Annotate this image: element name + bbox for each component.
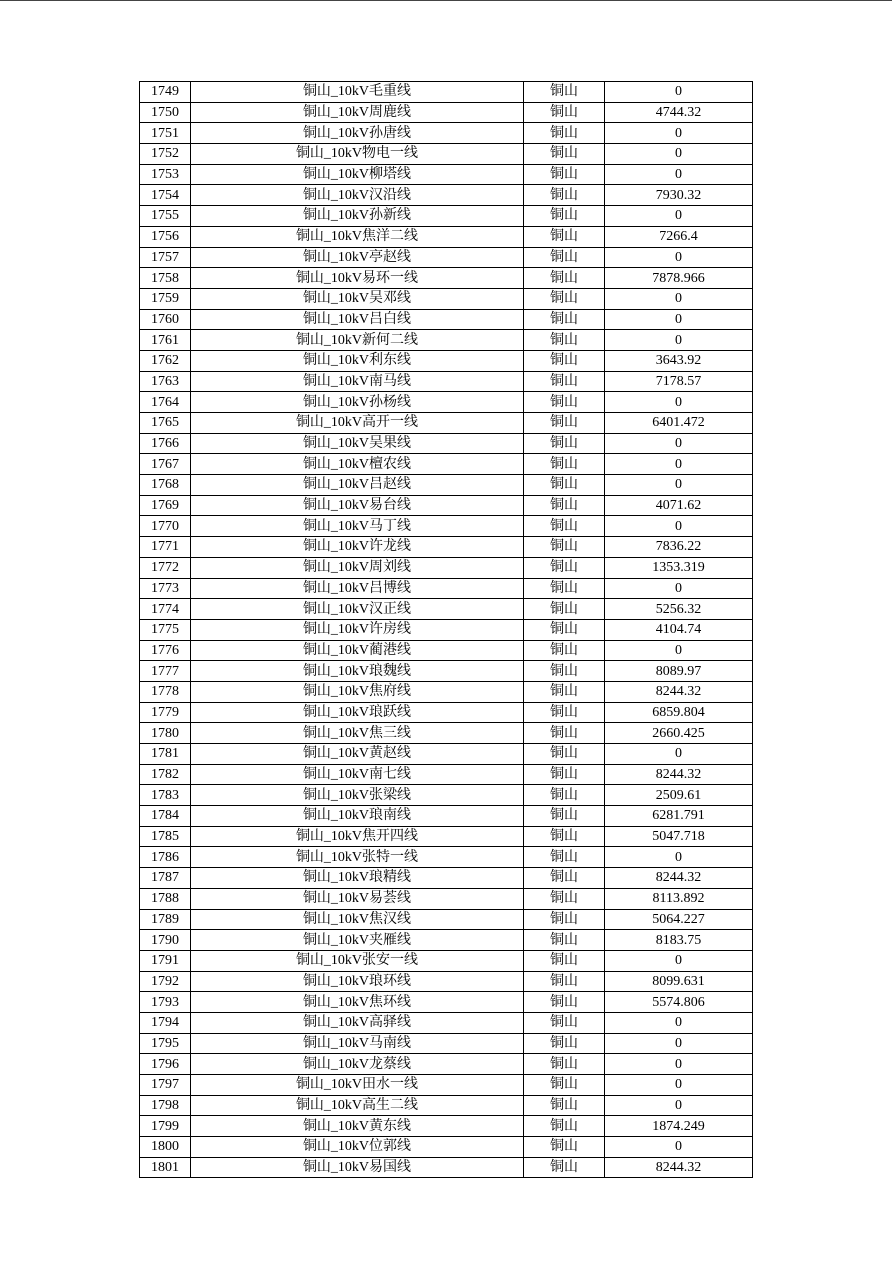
line-name-cell: 铜山_10kV焦环线	[191, 992, 524, 1013]
region-cell: 铜山	[524, 1075, 605, 1096]
row-id-cell: 1756	[140, 226, 191, 247]
value-cell: 6401.472	[605, 413, 753, 434]
region-cell: 铜山	[524, 1157, 605, 1178]
row-id-cell: 1783	[140, 785, 191, 806]
line-name-cell: 铜山_10kV南马线	[191, 371, 524, 392]
table-row	[140, 744, 753, 765]
region-cell: 铜山	[524, 537, 605, 558]
value-cell: 0	[605, 392, 753, 413]
value-cell: 7178.57	[605, 371, 753, 392]
table-row	[140, 413, 753, 434]
table-row	[140, 785, 753, 806]
line-name-cell: 铜山_10kV汉沿线	[191, 185, 524, 206]
table-row	[140, 330, 753, 351]
line-name-cell: 铜山_10kV琅南线	[191, 806, 524, 827]
region-cell: 铜山	[524, 619, 605, 640]
row-id-cell: 1764	[140, 392, 191, 413]
row-id-cell: 1789	[140, 909, 191, 930]
row-id-cell: 1749	[140, 82, 191, 103]
table-body	[140, 82, 753, 1178]
line-name-cell: 铜山_10kV焦三线	[191, 723, 524, 744]
row-id-cell: 1754	[140, 185, 191, 206]
row-id-cell: 1779	[140, 702, 191, 723]
line-name-cell: 铜山_10kV张安一线	[191, 950, 524, 971]
table-row	[140, 992, 753, 1013]
line-name-cell: 铜山_10kV孙杨线	[191, 392, 524, 413]
table-row	[140, 723, 753, 744]
value-cell: 8089.97	[605, 661, 753, 682]
table-row	[140, 1116, 753, 1137]
value-cell: 6859.804	[605, 702, 753, 723]
value-cell: 8099.631	[605, 971, 753, 992]
region-cell: 铜山	[524, 681, 605, 702]
region-cell: 铜山	[524, 454, 605, 475]
value-cell: 0	[605, 950, 753, 971]
value-cell: 0	[605, 1137, 753, 1158]
region-cell: 铜山	[524, 868, 605, 889]
line-name-cell: 铜山_10kV易台线	[191, 495, 524, 516]
region-cell: 铜山	[524, 330, 605, 351]
line-name-cell: 铜山_10kV利东线	[191, 350, 524, 371]
table-row	[140, 433, 753, 454]
row-id-cell: 1778	[140, 681, 191, 702]
row-id-cell: 1792	[140, 971, 191, 992]
line-name-cell: 铜山_10kV物电一线	[191, 144, 524, 165]
region-cell: 铜山	[524, 640, 605, 661]
line-name-cell: 铜山_10kV黄东线	[191, 1116, 524, 1137]
table-row	[140, 288, 753, 309]
table-row	[140, 226, 753, 247]
region-cell: 铜山	[524, 764, 605, 785]
value-cell: 0	[605, 1033, 753, 1054]
row-id-cell: 1777	[140, 661, 191, 682]
line-name-cell: 铜山_10kV位郭线	[191, 1137, 524, 1158]
line-name-cell: 铜山_10kV南七线	[191, 764, 524, 785]
table-row	[140, 206, 753, 227]
line-name-cell: 铜山_10kV龙蔡线	[191, 1054, 524, 1075]
row-id-cell: 1801	[140, 1157, 191, 1178]
table-row	[140, 392, 753, 413]
value-cell: 4104.74	[605, 619, 753, 640]
line-name-cell: 铜山_10kV马南线	[191, 1033, 524, 1054]
line-name-cell: 铜山_10kV孙唐线	[191, 123, 524, 144]
region-cell: 铜山	[524, 599, 605, 620]
value-cell: 6281.791	[605, 806, 753, 827]
value-cell: 7266.4	[605, 226, 753, 247]
table-row	[140, 971, 753, 992]
table-row	[140, 640, 753, 661]
row-id-cell: 1751	[140, 123, 191, 144]
region-cell: 铜山	[524, 950, 605, 971]
table-row	[140, 268, 753, 289]
table-row	[140, 578, 753, 599]
value-cell: 0	[605, 123, 753, 144]
line-name-cell: 铜山_10kV焦洋二线	[191, 226, 524, 247]
value-cell: 0	[605, 309, 753, 330]
region-cell: 铜山	[524, 144, 605, 165]
row-id-cell: 1796	[140, 1054, 191, 1075]
row-id-cell: 1780	[140, 723, 191, 744]
line-name-cell: 铜山_10kV琅魏线	[191, 661, 524, 682]
region-cell: 铜山	[524, 123, 605, 144]
line-name-cell: 铜山_10kV黄赵线	[191, 744, 524, 765]
table-row	[140, 247, 753, 268]
region-cell: 铜山	[524, 1116, 605, 1137]
row-id-cell: 1784	[140, 806, 191, 827]
table-row	[140, 909, 753, 930]
value-cell: 3643.92	[605, 350, 753, 371]
row-id-cell: 1760	[140, 309, 191, 330]
row-id-cell: 1761	[140, 330, 191, 351]
region-cell: 铜山	[524, 288, 605, 309]
line-name-cell: 铜山_10kV焦开四线	[191, 826, 524, 847]
value-cell: 0	[605, 640, 753, 661]
region-cell: 铜山	[524, 475, 605, 496]
value-cell: 0	[605, 475, 753, 496]
line-name-cell: 铜山_10kV汉正线	[191, 599, 524, 620]
line-name-cell: 铜山_10kV许房线	[191, 619, 524, 640]
region-cell: 铜山	[524, 82, 605, 103]
table-row	[140, 868, 753, 889]
row-id-cell: 1759	[140, 288, 191, 309]
table-row	[140, 888, 753, 909]
region-cell: 铜山	[524, 971, 605, 992]
line-name-cell: 铜山_10kV张梁线	[191, 785, 524, 806]
line-name-cell: 铜山_10kV易环一线	[191, 268, 524, 289]
value-cell: 0	[605, 1095, 753, 1116]
table-row	[140, 516, 753, 537]
value-cell: 8244.32	[605, 681, 753, 702]
line-name-cell: 铜山_10kV檀农线	[191, 454, 524, 475]
line-name-cell: 铜山_10kV周刘线	[191, 557, 524, 578]
row-id-cell: 1782	[140, 764, 191, 785]
line-name-cell: 铜山_10kV吕白线	[191, 309, 524, 330]
region-cell: 铜山	[524, 702, 605, 723]
row-id-cell: 1772	[140, 557, 191, 578]
line-name-cell: 铜山_10kV高生二线	[191, 1095, 524, 1116]
region-cell: 铜山	[524, 1012, 605, 1033]
table-row	[140, 1157, 753, 1178]
data-table	[139, 81, 753, 1178]
line-name-cell: 铜山_10kV吴邓线	[191, 288, 524, 309]
table-row	[140, 1095, 753, 1116]
line-name-cell: 铜山_10kV易荟线	[191, 888, 524, 909]
row-id-cell: 1765	[140, 413, 191, 434]
line-name-cell: 铜山_10kV马丁线	[191, 516, 524, 537]
region-cell: 铜山	[524, 247, 605, 268]
line-name-cell: 铜山_10kV高开一线	[191, 413, 524, 434]
value-cell: 0	[605, 330, 753, 351]
row-id-cell: 1757	[140, 247, 191, 268]
row-id-cell: 1800	[140, 1137, 191, 1158]
value-cell: 5047.718	[605, 826, 753, 847]
value-cell: 4744.32	[605, 102, 753, 123]
table-row	[140, 371, 753, 392]
value-cell: 0	[605, 847, 753, 868]
value-cell: 0	[605, 433, 753, 454]
table-row	[140, 847, 753, 868]
row-id-cell: 1797	[140, 1075, 191, 1096]
table-row	[140, 82, 753, 103]
value-cell: 0	[605, 1054, 753, 1075]
line-name-cell: 铜山_10kV夹雁线	[191, 930, 524, 951]
region-cell: 铜山	[524, 661, 605, 682]
region-cell: 铜山	[524, 723, 605, 744]
region-cell: 铜山	[524, 206, 605, 227]
row-id-cell: 1799	[140, 1116, 191, 1137]
value-cell: 0	[605, 144, 753, 165]
value-cell: 1353.319	[605, 557, 753, 578]
line-name-cell: 铜山_10kV田水一线	[191, 1075, 524, 1096]
value-cell: 0	[605, 164, 753, 185]
row-id-cell: 1794	[140, 1012, 191, 1033]
table-row	[140, 1075, 753, 1096]
table-row	[140, 123, 753, 144]
row-id-cell: 1767	[140, 454, 191, 475]
value-cell: 8244.32	[605, 764, 753, 785]
row-id-cell: 1781	[140, 744, 191, 765]
table-row	[140, 1054, 753, 1075]
row-id-cell: 1775	[140, 619, 191, 640]
value-cell: 8183.75	[605, 930, 753, 951]
value-cell: 0	[605, 578, 753, 599]
row-id-cell: 1750	[140, 102, 191, 123]
row-id-cell: 1769	[140, 495, 191, 516]
table-row	[140, 557, 753, 578]
table-row	[140, 930, 753, 951]
region-cell: 铜山	[524, 309, 605, 330]
region-cell: 铜山	[524, 909, 605, 930]
table-row	[140, 102, 753, 123]
line-name-cell: 铜山_10kV蔺港线	[191, 640, 524, 661]
line-name-cell: 铜山_10kV毛重线	[191, 82, 524, 103]
value-cell: 7878.966	[605, 268, 753, 289]
row-id-cell: 1773	[140, 578, 191, 599]
row-id-cell: 1790	[140, 930, 191, 951]
value-cell: 0	[605, 516, 753, 537]
line-name-cell: 铜山_10kV焦府线	[191, 681, 524, 702]
region-cell: 铜山	[524, 164, 605, 185]
region-cell: 铜山	[524, 1095, 605, 1116]
line-name-cell: 铜山_10kV琅精线	[191, 868, 524, 889]
region-cell: 铜山	[524, 888, 605, 909]
value-cell: 0	[605, 206, 753, 227]
line-name-cell: 铜山_10kV许龙线	[191, 537, 524, 558]
table-row	[140, 1137, 753, 1158]
value-cell: 7836.22	[605, 537, 753, 558]
line-name-cell: 铜山_10kV琅环线	[191, 971, 524, 992]
row-id-cell: 1762	[140, 350, 191, 371]
region-cell: 铜山	[524, 371, 605, 392]
line-name-cell: 铜山_10kV琅跃线	[191, 702, 524, 723]
region-cell: 铜山	[524, 350, 605, 371]
row-id-cell: 1776	[140, 640, 191, 661]
value-cell: 4071.62	[605, 495, 753, 516]
page-top-border	[0, 0, 892, 1]
region-cell: 铜山	[524, 516, 605, 537]
row-id-cell: 1758	[140, 268, 191, 289]
region-cell: 铜山	[524, 185, 605, 206]
row-id-cell: 1768	[140, 475, 191, 496]
line-name-cell: 铜山_10kV孙新线	[191, 206, 524, 227]
region-cell: 铜山	[524, 433, 605, 454]
line-name-cell: 铜山_10kV周鹿线	[191, 102, 524, 123]
row-id-cell: 1771	[140, 537, 191, 558]
table-row	[140, 619, 753, 640]
line-name-cell: 铜山_10kV新何二线	[191, 330, 524, 351]
row-id-cell: 1793	[140, 992, 191, 1013]
value-cell: 0	[605, 288, 753, 309]
region-cell: 铜山	[524, 785, 605, 806]
table-row	[140, 144, 753, 165]
region-cell: 铜山	[524, 413, 605, 434]
value-cell: 0	[605, 1012, 753, 1033]
region-cell: 铜山	[524, 1137, 605, 1158]
table-row	[140, 350, 753, 371]
value-cell: 0	[605, 744, 753, 765]
region-cell: 铜山	[524, 826, 605, 847]
value-cell: 5064.227	[605, 909, 753, 930]
row-id-cell: 1787	[140, 868, 191, 889]
line-name-cell: 铜山_10kV吕赵线	[191, 475, 524, 496]
region-cell: 铜山	[524, 847, 605, 868]
value-cell: 1874.249	[605, 1116, 753, 1137]
line-name-cell: 铜山_10kV吴果线	[191, 433, 524, 454]
row-id-cell: 1788	[140, 888, 191, 909]
table-row	[140, 537, 753, 558]
table-row	[140, 309, 753, 330]
table-row	[140, 1033, 753, 1054]
line-name-cell: 铜山_10kV吕博线	[191, 578, 524, 599]
value-cell: 0	[605, 454, 753, 475]
table-row	[140, 599, 753, 620]
table-row	[140, 826, 753, 847]
table-row	[140, 164, 753, 185]
value-cell: 2660.425	[605, 723, 753, 744]
row-id-cell: 1763	[140, 371, 191, 392]
region-cell: 铜山	[524, 1054, 605, 1075]
row-id-cell: 1798	[140, 1095, 191, 1116]
line-name-cell: 铜山_10kV张特一线	[191, 847, 524, 868]
row-id-cell: 1753	[140, 164, 191, 185]
table-row	[140, 661, 753, 682]
region-cell: 铜山	[524, 744, 605, 765]
table-row	[140, 702, 753, 723]
region-cell: 铜山	[524, 1033, 605, 1054]
row-id-cell: 1791	[140, 950, 191, 971]
table-row	[140, 950, 753, 971]
value-cell: 5574.806	[605, 992, 753, 1013]
row-id-cell: 1785	[140, 826, 191, 847]
value-cell: 2509.61	[605, 785, 753, 806]
value-cell: 8244.32	[605, 1157, 753, 1178]
table-row	[140, 495, 753, 516]
region-cell: 铜山	[524, 557, 605, 578]
line-name-cell: 铜山_10kV焦汉线	[191, 909, 524, 930]
value-cell: 8113.892	[605, 888, 753, 909]
region-cell: 铜山	[524, 578, 605, 599]
region-cell: 铜山	[524, 392, 605, 413]
table-row	[140, 806, 753, 827]
line-name-cell: 铜山_10kV高驿线	[191, 1012, 524, 1033]
table-row	[140, 1012, 753, 1033]
value-cell: 7930.32	[605, 185, 753, 206]
table-row	[140, 475, 753, 496]
value-cell: 0	[605, 247, 753, 268]
table-row	[140, 764, 753, 785]
region-cell: 铜山	[524, 102, 605, 123]
line-name-cell: 铜山_10kV柳塔线	[191, 164, 524, 185]
row-id-cell: 1795	[140, 1033, 191, 1054]
table-row	[140, 185, 753, 206]
table-row	[140, 454, 753, 475]
row-id-cell: 1770	[140, 516, 191, 537]
region-cell: 铜山	[524, 806, 605, 827]
row-id-cell: 1774	[140, 599, 191, 620]
region-cell: 铜山	[524, 930, 605, 951]
value-cell: 5256.32	[605, 599, 753, 620]
value-cell: 8244.32	[605, 868, 753, 889]
value-cell: 0	[605, 82, 753, 103]
region-cell: 铜山	[524, 226, 605, 247]
row-id-cell: 1786	[140, 847, 191, 868]
line-name-cell: 铜山_10kV易国线	[191, 1157, 524, 1178]
region-cell: 铜山	[524, 268, 605, 289]
row-id-cell: 1766	[140, 433, 191, 454]
line-name-cell: 铜山_10kV亭赵线	[191, 247, 524, 268]
region-cell: 铜山	[524, 495, 605, 516]
row-id-cell: 1752	[140, 144, 191, 165]
value-cell: 0	[605, 1075, 753, 1096]
row-id-cell: 1755	[140, 206, 191, 227]
table-row	[140, 681, 753, 702]
region-cell: 铜山	[524, 992, 605, 1013]
